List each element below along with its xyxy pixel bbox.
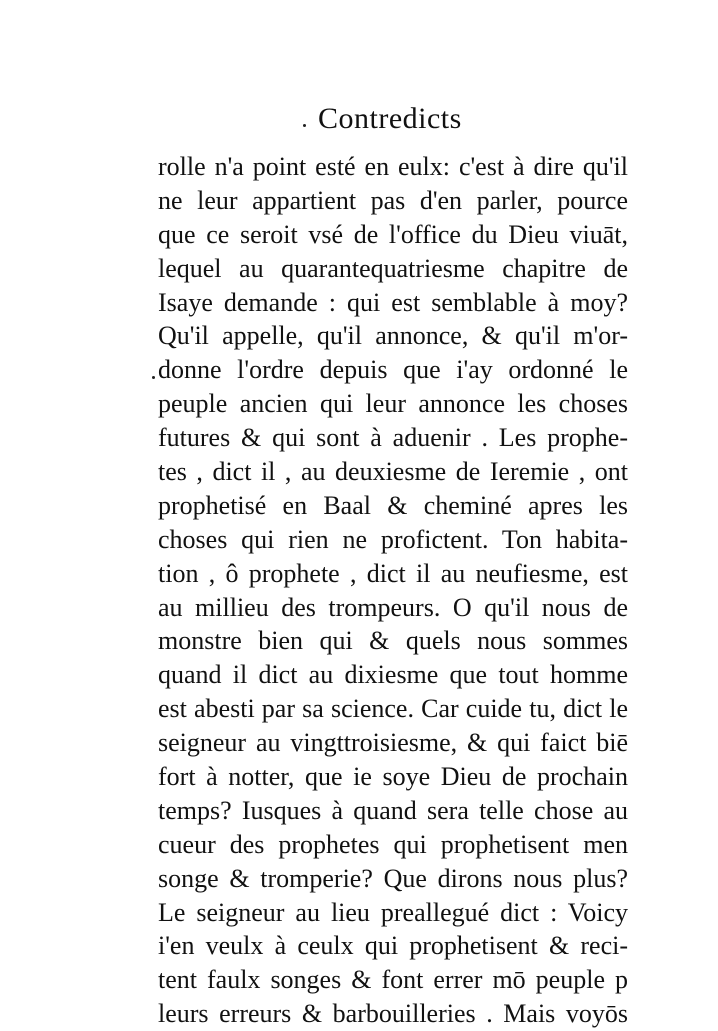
text-line: lequel au quarantequatriesme chapitre de <box>158 253 628 283</box>
text-line: Le seigneur au lieu preallegué dict : Voicy <box>158 897 628 927</box>
text-line: i'en veulx à ceulx qui prophetisent & reci- <box>158 931 628 961</box>
text-line: Isaye demande : qui est semblable à moy? <box>158 287 628 317</box>
text-line: prophetisé en Baal & cheminé apres les <box>158 490 628 520</box>
text-line: tes , dict il , au deuxiesme de Ieremie , ont <box>158 457 628 487</box>
ink-speck <box>152 376 155 379</box>
text-line: leurs erreurs & barbouilleries . Mais voyōs <box>158 999 628 1029</box>
text-line: quand il dict au dixiesme que tout homme <box>158 660 628 690</box>
text-line: songe & tromperie? Que dirons nous plus? <box>158 863 628 893</box>
text-line: tion , ô prophete , dict il au neufiesme, est <box>158 558 628 588</box>
running-head: Contredicts <box>318 102 462 135</box>
text-line: futures & qui sont à aduenir . Les prophe- <box>158 423 628 453</box>
text-line: tent faulx songes & font errer mō peuple p <box>158 965 628 995</box>
text-line: monstre bien qui & quels nous sommes <box>158 626 628 656</box>
text-line: rolle n'a point esté en eulx: c'est à dire qu'il <box>158 152 628 181</box>
text-line: Qu'il appelle, qu'il annonce, & qu'il m'or- <box>158 321 628 351</box>
text-line: cueur des prophetes qui prophetisent men <box>158 829 628 859</box>
text-line: est abesti par sa science. Car cuide tu, dict le <box>158 694 628 724</box>
text-line: au millieu des trompeurs. O qu'il nous de <box>158 592 628 622</box>
text-line: peuple ancien qui leur annonce les choses <box>158 389 628 419</box>
ink-speck <box>303 124 306 127</box>
text-line: temps? Iusques à quand sera telle chose au <box>158 795 628 825</box>
text-line: seigneur au vingttroisiesme, & qui faict biē <box>158 728 628 758</box>
text-line: que ce seroit vsé de l'office du Dieu viuāt, <box>158 219 628 249</box>
text-line: choses qui rien ne profictent. Ton habita- <box>158 524 628 554</box>
text-line: fort à notter, que ie soye Dieu de prochain <box>158 762 628 792</box>
body-text <box>158 150 628 1031</box>
text-line: ne leur appartient pas d'en parler, pource <box>158 185 628 215</box>
text-line: donne l'ordre depuis que i'ay ordonné le <box>158 355 628 385</box>
